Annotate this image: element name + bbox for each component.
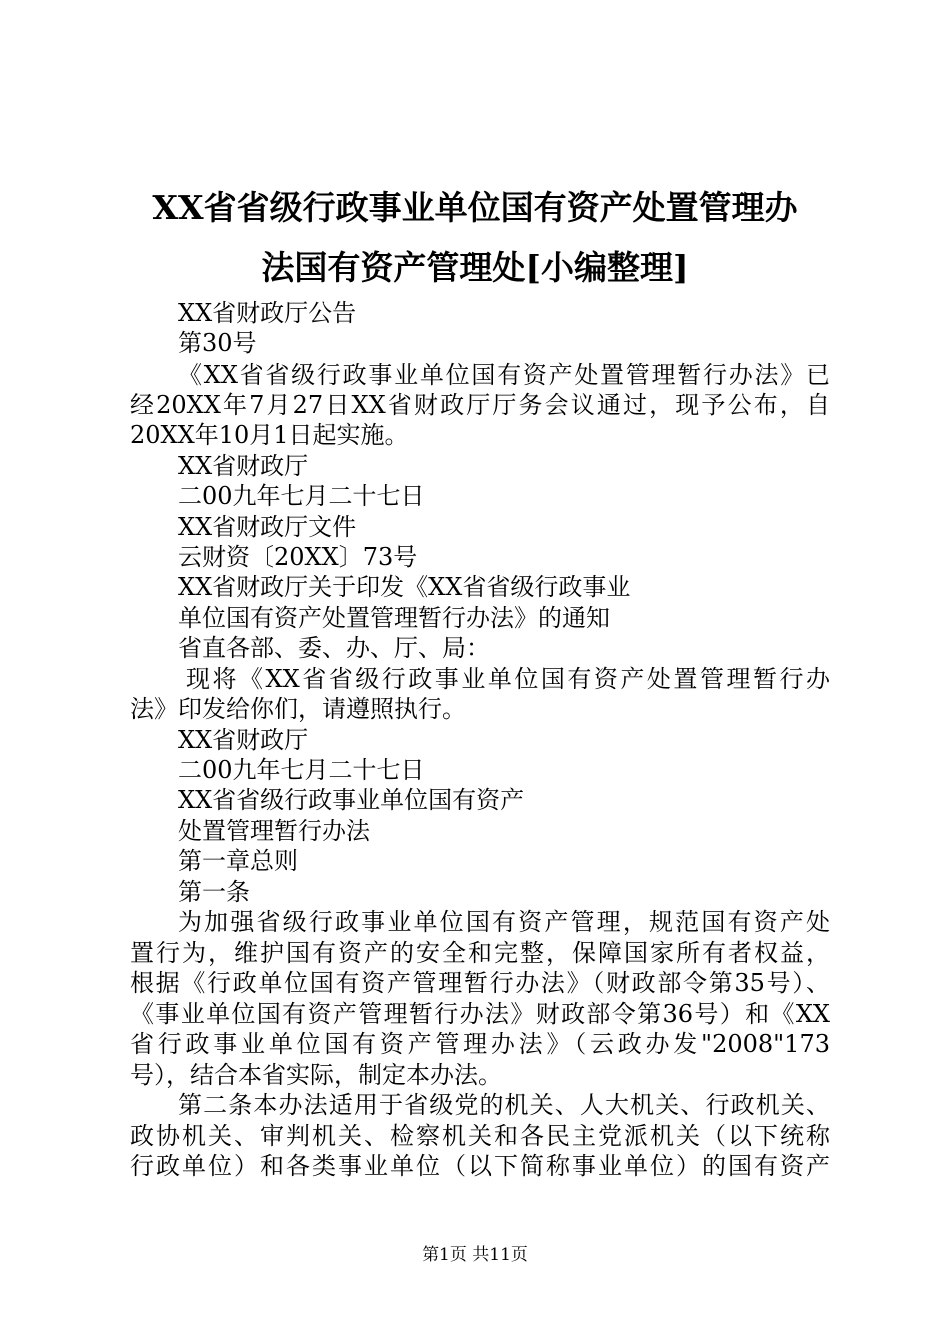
- paragraph-line: 法》印发给你们，请遵照执行。: [130, 695, 466, 723]
- paragraph-line: 政协机关、审判机关、检察机关和各民主党派机关（以下统称: [130, 1122, 830, 1150]
- paragraph-line: 经20XX年7月27日XX省财政厅厅务会议通过，现予公布，自: [130, 391, 830, 419]
- paragraph-line: 20XX年10月1日起实施。: [130, 421, 409, 449]
- paragraph-line: 现将《XX省省级行政事业单位国有资产处置管理暂行办: [186, 665, 830, 693]
- paragraph-line: 根据《行政单位国有资产管理暂行办法》（财政部令第35号）、: [130, 969, 830, 997]
- chapter-heading: 第一章总则: [178, 847, 298, 875]
- paragraph-line: 为加强省级行政事业单位国有资产管理，规范国有资产处: [178, 908, 830, 936]
- paragraph-line: 置行为，维护国有资产的安全和完整，保障国家所有者权益，: [130, 939, 830, 967]
- notice-title-line: 单位国有资产处置管理暂行办法》的通知: [178, 604, 610, 632]
- announcement-heading: XX省财政厅公告: [178, 299, 357, 327]
- date-line: 二00九年七月二十七日: [178, 756, 425, 784]
- paragraph-line: 《XX省省级行政事业单位国有资产处置管理暂行办法》已: [178, 361, 830, 389]
- document-header-line: XX省财政厅文件: [178, 513, 357, 541]
- issuer-line: XX省财政厅: [178, 726, 309, 754]
- regulation-title-line: XX省省级行政事业单位国有资产: [178, 786, 525, 814]
- paragraph-line: 行政单位）和各类事业单位（以下简称事业单位）的国有资产: [130, 1152, 830, 1180]
- addressee-line: 省直各部、委、办、厅、局：: [178, 634, 490, 662]
- document-number-line: 云财资〔20XX〕73号: [178, 543, 418, 571]
- paragraph-line: 《事业单位国有资产管理暂行办法》财政部令第36号）和《XX: [130, 1000, 830, 1028]
- notice-title-line: XX省财政厅关于印发《XX省省级行政事业: [178, 573, 631, 601]
- page-footer: 第1页 共11页: [422, 1245, 528, 1265]
- regulation-title-line: 处置管理暂行办法: [178, 817, 370, 845]
- document-title-line-1: XX省省级行政事业单位国有资产处置管理办: [152, 188, 798, 227]
- announcement-number: 第30号: [178, 329, 257, 357]
- paragraph-line: 省行政事业单位国有资产管理办法》（云政办发"2008"173: [130, 1030, 830, 1058]
- paragraph-line: 第二条本办法适用于省级党的机关、人大机关、行政机关、: [178, 1091, 830, 1119]
- date-line: 二00九年七月二十七日: [178, 482, 425, 510]
- document-title-line-2: 法国有资产管理处[小编整理]: [261, 248, 689, 287]
- issuer-line: XX省财政厅: [178, 452, 309, 480]
- article-heading: 第一条: [178, 878, 250, 906]
- paragraph-line: 号），结合本省实际，制定本办法。: [130, 1061, 502, 1089]
